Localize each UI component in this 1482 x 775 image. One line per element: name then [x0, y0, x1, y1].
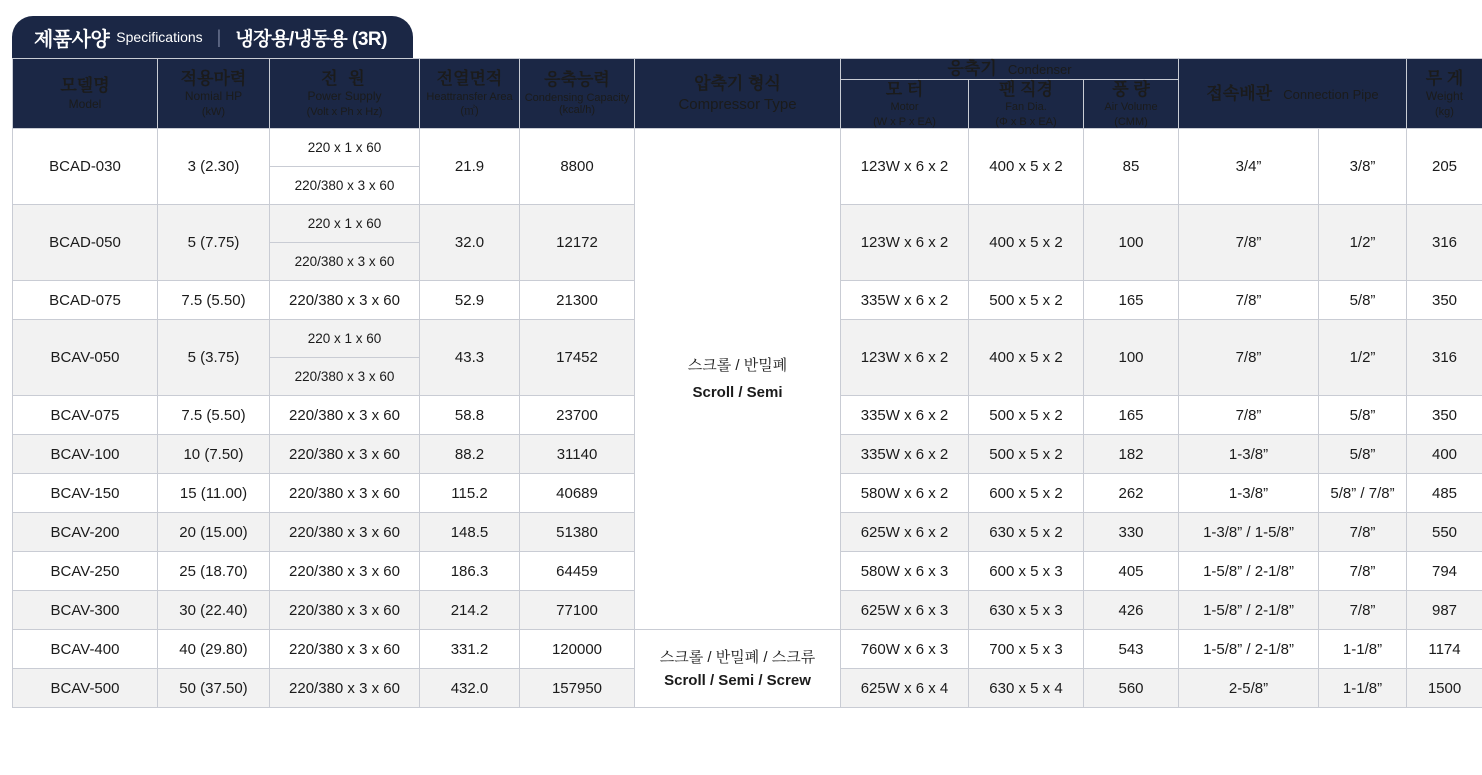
comp-type-en: Scroll / Semi: [692, 384, 783, 402]
col-condenser-en: Condenser: [1007, 62, 1072, 77]
power-option: 220 x 1 x 60: [270, 129, 419, 167]
cell-pipe2: 3/8”: [1319, 129, 1407, 205]
cell-pipe2: 7/8”: [1319, 513, 1407, 552]
table-body: [13, 129, 1482, 708]
cell-weight: 316: [1407, 205, 1482, 281]
power-option: 220 x 1 x 60: [270, 205, 419, 243]
col-weight-kr: 무 게: [1425, 68, 1464, 88]
cell-motor: 625W x 6 x 4: [841, 669, 969, 708]
section-subtitle: 냉장용/냉동용 (3R): [235, 28, 387, 50]
cell-pipe1: 1-3/8” / 1-5/8”: [1179, 513, 1319, 552]
cell-fan: 600 x 5 x 3: [969, 552, 1084, 591]
col-motor-unit: (W x P x EA): [873, 115, 936, 128]
cell-hp: 25 (18.70): [158, 552, 270, 591]
cell-hp: 20 (15.00): [158, 513, 270, 552]
col-air-volume: [1084, 79, 1179, 129]
cell-hp: 15 (11.00): [158, 474, 270, 513]
cell-power: 220/380 x 3 x 60: [270, 591, 420, 630]
cell-air: 560: [1084, 669, 1179, 708]
col-fan-en: Fan Dia.: [1005, 101, 1047, 114]
cell-air: 100: [1084, 320, 1179, 396]
cell-motor: 123W x 6 x 2: [841, 205, 969, 281]
header-row-1: [13, 59, 1482, 80]
cell-air: 262: [1084, 474, 1179, 513]
cell-motor: 760W x 6 x 3: [841, 630, 969, 669]
cell-pipe1: 3/4”: [1179, 129, 1319, 205]
power-option: 220/380 x 3 x 60: [294, 178, 395, 194]
cell-weight: 987: [1407, 591, 1482, 630]
table-row: [13, 129, 1482, 205]
cell-cond-cap: 8800: [520, 129, 635, 205]
col-model: [13, 59, 158, 129]
specifications-table: [12, 58, 1482, 708]
col-motor-kr: 모 터: [885, 79, 924, 99]
power-option: 220 x 1 x 60: [270, 320, 419, 358]
cell-pipe1: 7/8”: [1179, 205, 1319, 281]
cell-model: BCAD-030: [13, 129, 158, 205]
cell-pipe2: 5/8”: [1319, 396, 1407, 435]
cell-weight: 794: [1407, 552, 1482, 591]
cell-pipe1: 7/8”: [1179, 320, 1319, 396]
cell-pipe2: 5/8” / 7/8”: [1319, 474, 1407, 513]
cell-model: BCAV-100: [13, 435, 158, 474]
cell-air: 165: [1084, 281, 1179, 320]
cell-power: 220/380 x 3 x 60: [270, 435, 420, 474]
table-row: [13, 630, 1482, 669]
cell-cond-cap: 120000: [520, 630, 635, 669]
cell-hp: 3 (2.30): [158, 129, 270, 205]
cell-weight: 1174: [1407, 630, 1482, 669]
cell-pipe2: 1-1/8”: [1319, 669, 1407, 708]
cell-air: 100: [1084, 205, 1179, 281]
col-air-kr: 풍 량: [1112, 79, 1150, 99]
table-header: [13, 59, 1482, 129]
cell-compressor-type: [635, 129, 841, 630]
cell-cond-cap: 17452: [520, 320, 635, 396]
cell-hp: 50 (37.50): [158, 669, 270, 708]
cell-power: 220/380 x 3 x 60: [270, 630, 420, 669]
cell-air: 426: [1084, 591, 1179, 630]
cell-cond-cap: 40689: [520, 474, 635, 513]
col-power-kr: 전 원: [321, 68, 368, 88]
cell-model: BCAD-050: [13, 205, 158, 281]
col-pipe-kr: 접속배관: [1206, 83, 1273, 103]
cell-cond-cap: 21300: [520, 281, 635, 320]
cell-pipe1: 7/8”: [1179, 281, 1319, 320]
col-heat-en: Heattransfer Area: [426, 90, 513, 103]
col-heat-unit: (㎡): [460, 105, 479, 118]
cell-motor: 123W x 6 x 2: [841, 320, 969, 396]
cell-motor: 580W x 6 x 3: [841, 552, 969, 591]
cell-hp: 30 (22.40): [158, 591, 270, 630]
title-separator: |: [216, 26, 222, 47]
col-comp-kr: 압축기 형식: [694, 74, 781, 94]
col-model-kr: 모델명: [60, 76, 110, 96]
col-condenser-group: [841, 59, 1179, 80]
cell-weight: 350: [1407, 396, 1482, 435]
cell-model: BCAV-300: [13, 591, 158, 630]
cell-pipe1: 1-5/8” / 2-1/8”: [1179, 591, 1319, 630]
cell-power: 220/380 x 3 x 60: [270, 396, 420, 435]
cell-pipe2: 7/8”: [1319, 552, 1407, 591]
col-weight-unit: (kg): [1435, 106, 1454, 119]
cell-fan: 630 x 5 x 4: [969, 669, 1084, 708]
cell-heat-area: 115.2: [420, 474, 520, 513]
cell-fan: 500 x 5 x 2: [969, 396, 1084, 435]
cell-fan: 400 x 5 x 2: [969, 129, 1084, 205]
cell-fan: 400 x 5 x 2: [969, 320, 1084, 396]
cell-cond-cap: 51380: [520, 513, 635, 552]
cell-cond-cap: 77100: [520, 591, 635, 630]
cell-air: 182: [1084, 435, 1179, 474]
cell-motor: 625W x 6 x 2: [841, 513, 969, 552]
comp-type-kr: 스크롤 / 반밀폐 / 스크류: [659, 648, 816, 666]
cell-model: BCAV-500: [13, 669, 158, 708]
cell-power: 220/380 x 3 x 60: [270, 669, 420, 708]
cell-heat-area: 214.2: [420, 591, 520, 630]
col-hp-unit: (kW): [201, 106, 226, 119]
cell-pipe2: 5/8”: [1319, 435, 1407, 474]
col-air-unit: (CMM): [1114, 115, 1148, 128]
col-hp: [158, 59, 270, 129]
col-pipe-en: Connection Pipe: [1283, 86, 1379, 102]
cell-motor: 123W x 6 x 2: [841, 129, 969, 205]
col-compressor-type: [635, 59, 841, 129]
cell-weight: 485: [1407, 474, 1482, 513]
cell-fan: 700 x 5 x 3: [969, 630, 1084, 669]
cell-power: 220/380 x 3 x 60: [270, 474, 420, 513]
cell-cond-cap: 64459: [520, 552, 635, 591]
cell-fan: 630 x 5 x 2: [969, 513, 1084, 552]
cell-heat-area: 88.2: [420, 435, 520, 474]
cell-pipe1: 1-3/8”: [1179, 435, 1319, 474]
col-hp-kr: 적용마력: [180, 68, 247, 88]
col-air-en: Air Volume: [1104, 101, 1158, 114]
cell-motor: 335W x 6 x 2: [841, 396, 969, 435]
cell-fan: 600 x 5 x 2: [969, 474, 1084, 513]
col-power-unit: (Volt x Ph x Hz): [306, 106, 383, 119]
col-condensing-capacity: [520, 59, 635, 129]
cell-cond-cap: 23700: [520, 396, 635, 435]
cell-cond-cap: 157950: [520, 669, 635, 708]
cell-air: 330: [1084, 513, 1179, 552]
cell-hp: 10 (7.50): [158, 435, 270, 474]
cell-model: BCAV-075: [13, 396, 158, 435]
cell-power: 220/380 x 3 x 60: [270, 513, 420, 552]
cell-weight: 1500: [1407, 669, 1482, 708]
cell-hp: 7.5 (5.50): [158, 396, 270, 435]
cell-power: [270, 205, 420, 281]
col-motor: [841, 79, 969, 129]
cell-weight: 550: [1407, 513, 1482, 552]
cell-air: 405: [1084, 552, 1179, 591]
comp-type-en: Scroll / Semi / Screw: [664, 671, 811, 689]
cell-heat-area: 148.5: [420, 513, 520, 552]
col-fan-dia: [969, 79, 1084, 129]
cell-air: 543: [1084, 630, 1179, 669]
col-comp-en: Compressor Type: [678, 95, 797, 113]
cell-power: [270, 320, 420, 396]
power-option: 220/380 x 3 x 60: [294, 254, 395, 270]
cell-motor: 335W x 6 x 2: [841, 281, 969, 320]
section-title-korean: 제품사양: [34, 28, 110, 51]
cell-fan: 630 x 5 x 3: [969, 591, 1084, 630]
cell-pipe1: 1-5/8” / 2-1/8”: [1179, 630, 1319, 669]
cell-power: [270, 129, 420, 205]
cell-weight: 205: [1407, 129, 1482, 205]
cell-model: BCAV-400: [13, 630, 158, 669]
col-condenser-kr: 응축기: [947, 59, 997, 78]
cell-fan: 500 x 5 x 2: [969, 435, 1084, 474]
col-heat-kr: 전열면적: [436, 69, 503, 89]
cell-air: 85: [1084, 129, 1179, 205]
cell-pipe2: 7/8”: [1319, 591, 1407, 630]
cell-air: 165: [1084, 396, 1179, 435]
col-motor-en: Motor: [890, 101, 919, 114]
col-cap-en: Condensing Capacity (kcal/h): [524, 91, 630, 117]
cell-pipe2: 1-1/8”: [1319, 630, 1407, 669]
col-weight: [1407, 59, 1482, 129]
col-power-en: Power Supply: [307, 89, 382, 104]
cell-compressor-type: [635, 630, 841, 708]
cell-hp: 5 (7.75): [158, 205, 270, 281]
cell-model: BCAV-200: [13, 513, 158, 552]
col-fan-unit: (Φ x B x EA): [995, 115, 1057, 128]
cell-pipe1: 7/8”: [1179, 396, 1319, 435]
cell-heat-area: 43.3: [420, 320, 520, 396]
cell-hp: 7.5 (5.50): [158, 281, 270, 320]
col-model-en: Model: [68, 96, 102, 111]
cell-heat-area: 32.0: [420, 205, 520, 281]
cell-motor: 625W x 6 x 3: [841, 591, 969, 630]
power-option: 220/380 x 3 x 60: [294, 369, 395, 385]
cell-pipe1: 2-5/8”: [1179, 669, 1319, 708]
cell-pipe2: 1/2”: [1319, 205, 1407, 281]
cell-pipe2: 1/2”: [1319, 320, 1407, 396]
cell-weight: 350: [1407, 281, 1482, 320]
cell-weight: 400: [1407, 435, 1482, 474]
col-heattransfer-area: [420, 59, 520, 129]
cell-model: BCAV-050: [13, 320, 158, 396]
cell-pipe2: 5/8”: [1319, 281, 1407, 320]
col-hp-en: Nomial HP: [184, 89, 243, 104]
cell-heat-area: 186.3: [420, 552, 520, 591]
col-cap-kr: 응축능력: [544, 70, 610, 90]
col-weight-en: Weight: [1425, 89, 1464, 104]
cell-hp: 5 (3.75): [158, 320, 270, 396]
section-title-english: Specifications: [116, 29, 203, 45]
cell-cond-cap: 12172: [520, 205, 635, 281]
cell-heat-area: 58.8: [420, 396, 520, 435]
cell-fan: 400 x 5 x 2: [969, 205, 1084, 281]
comp-type-kr: 스크롤 / 반밀폐: [687, 357, 788, 375]
cell-model: BCAV-250: [13, 552, 158, 591]
cell-motor: 335W x 6 x 2: [841, 435, 969, 474]
cell-motor: 580W x 6 x 2: [841, 474, 969, 513]
cell-heat-area: 432.0: [420, 669, 520, 708]
cell-fan: 500 x 5 x 2: [969, 281, 1084, 320]
col-connection-pipe-group: [1179, 59, 1407, 129]
cell-power: 220/380 x 3 x 60: [270, 552, 420, 591]
cell-heat-area: 21.9: [420, 129, 520, 205]
section-title-tab: [12, 16, 413, 58]
cell-heat-area: 52.9: [420, 281, 520, 320]
cell-heat-area: 331.2: [420, 630, 520, 669]
cell-hp: 40 (29.80): [158, 630, 270, 669]
cell-pipe1: 1-3/8”: [1179, 474, 1319, 513]
cell-power: 220/380 x 3 x 60: [270, 281, 420, 320]
cell-cond-cap: 31140: [520, 435, 635, 474]
col-power: [270, 59, 420, 129]
col-fan-kr: 팬 직경: [999, 79, 1053, 99]
cell-model: BCAV-150: [13, 474, 158, 513]
cell-model: BCAD-075: [13, 281, 158, 320]
cell-weight: 316: [1407, 320, 1482, 396]
cell-pipe1: 1-5/8” / 2-1/8”: [1179, 552, 1319, 591]
